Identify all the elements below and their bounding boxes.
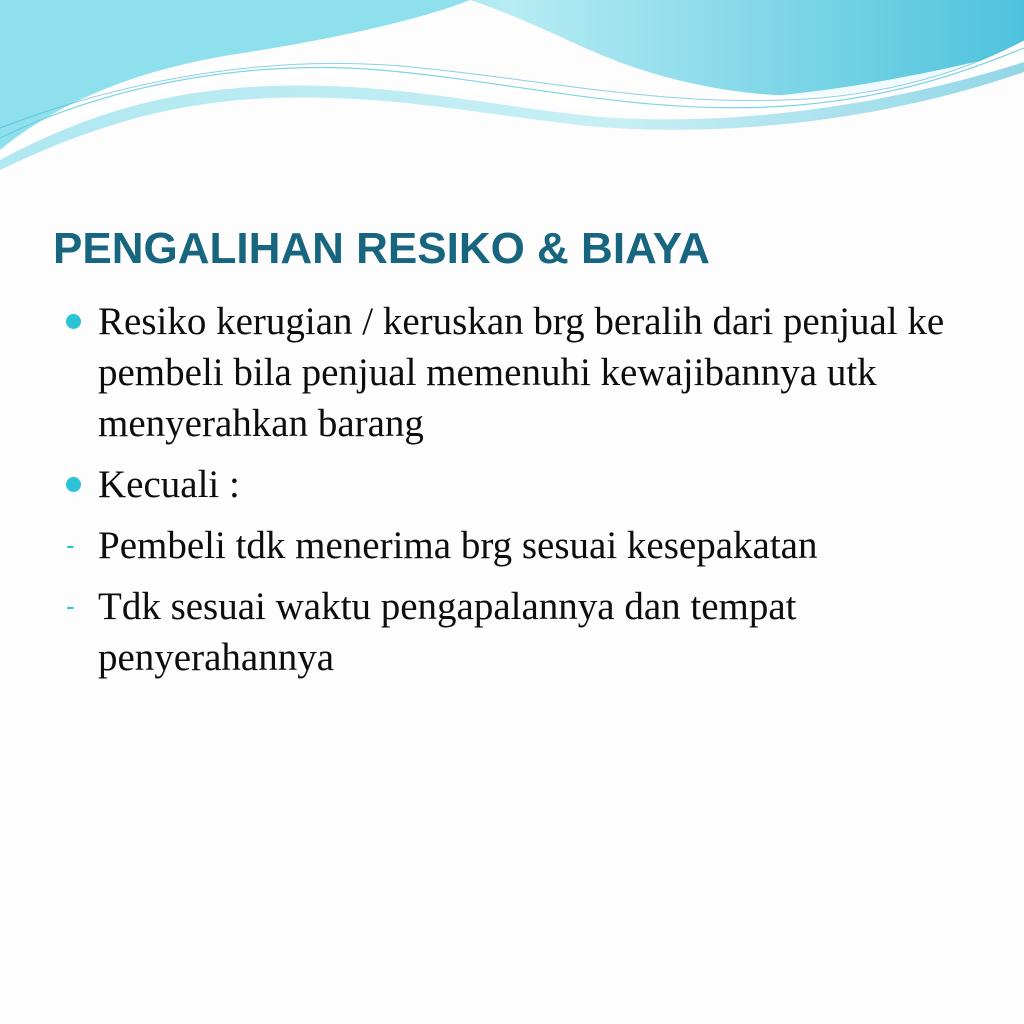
dash-text: Pembeli tdk menerima brg sesuai kesepakatan bbox=[98, 524, 818, 567]
dash-item bbox=[0, 520, 1024, 571]
bullet-item bbox=[0, 296, 1024, 449]
bullet-item bbox=[0, 459, 1024, 510]
bullet-text: Resiko kerugian / keruskan brg beralih dari penjual ke pembeli bila penjual memenuhi kewajibannya utk menyerahkan barang bbox=[98, 300, 945, 445]
bullet-dot-icon bbox=[66, 314, 81, 329]
bullet-text: Kecuali : bbox=[98, 463, 240, 506]
dash-text: Tdk sesuai waktu pengapalannya dan tempat penyerahannya bbox=[98, 585, 797, 679]
dash-marker: - bbox=[66, 591, 75, 621]
wave-header-decoration bbox=[0, 0, 1024, 170]
dash-item bbox=[0, 581, 1024, 683]
dash-marker: - bbox=[66, 530, 75, 560]
bullet-dot-icon bbox=[66, 477, 81, 492]
bullet-list bbox=[0, 296, 1024, 683]
slide-title: PENGALIHAN RESIKO & BIAYA bbox=[53, 224, 710, 273]
